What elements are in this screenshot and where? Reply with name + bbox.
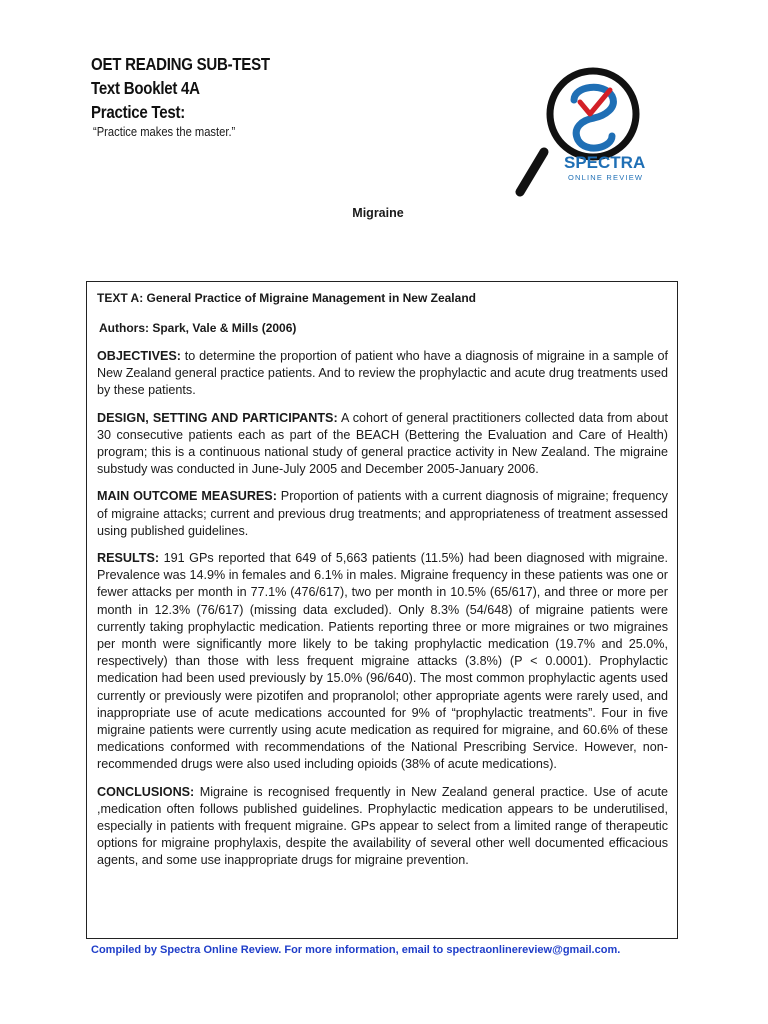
section-label: OBJECTIVES:: [97, 349, 181, 363]
section-label: MAIN OUTCOME MEASURES:: [97, 489, 277, 504]
logo-subtitle: ONLINE REVIEW: [568, 173, 644, 182]
section-label: RESULTS:: [97, 551, 160, 566]
section-label: DESIGN, SETTING AND PARTICIPANTS:: [97, 410, 338, 425]
section-label: CONCLUSIONS:: [97, 784, 195, 799]
text-a-authors: Authors: Spark, Vale & Mills (2006): [99, 321, 297, 335]
section-text: Migraine is recognised frequently in New Zealand general practice. Use of acute ,medication often follows published guidelines. Prophylactic medication appears to be underutilised, especially in patients with frequent migraine. GPs appear to select from a limited range of therapeutic options for migraine prophylaxis, despite the availability of several other well documented efficacious agents, and some use inappropriate drugs for migraine prevention.: [97, 784, 668, 868]
section-outcome-measures: [97, 488, 668, 540]
document-header: [91, 52, 299, 141]
spectra-logo: [508, 56, 664, 220]
text-a-box: [86, 281, 678, 939]
section-results: [97, 550, 668, 774]
header-tagline: “Practice makes the master.”: [93, 124, 236, 139]
text-a-title: TEXT A: General Practice of Migraine Management in New Zealand: [97, 291, 476, 305]
section-text: to determine the proportion of patient who have a diagnosis of migraine in a sample of New Zealand general practice patients. And to review the prophylactic and acute drug treatments used by these patients.: [97, 349, 668, 398]
header-practice-test: Practice Test:: [91, 102, 185, 122]
magnifier-handle: [520, 152, 544, 192]
section-design: [97, 410, 668, 479]
section-text: A cohort of general practitioners collected data from about 30 consecutive patients each as part of the BEACH (Bettering the Evaluation and Care of Health) program; this is a continuous national study of general practice activity in New Zealand. The migraine substudy was conducted in June-July 2005 and December 2005-January 2006.: [97, 410, 668, 477]
header-title: OET READING SUB-TEST: [91, 54, 270, 74]
section-text: 191 GPs reported that 649 of 5,663 patients (11.5%) had been diagnosed with migraine. Prevalence was 14.9% in females and 6.1% in males. Migraine frequency in these patients was one or fewer attacks per month in 77.1% (476/617), two per month in 10.5% (65/617), and three or more per month in 12.3% (76/617) (missing data excluded). Only 8.3% (54/648) of migraine patients were currently taking prophylactic medication. Patients reporting three or more migraines or two migraines per month were significantly more likely to be taking prophylactic medication (19.7% and 25.0%, respectively) than those with less frequent migraine attacks (3.8%) (P < 0.0001). Prophylactic medication had been used previously by 15.0% (96/640). The most common prophylactic agents used currently or previously were pizotifen and propranolol; other appropriate agents were rarely used, and inappropriate use of acute medications accounted for 9% of “prophylactic treatments”. Four in five migraine patients were currently using acute medication as required for migraine, and 60.6% of these medications conformed with recommendations of the National Prescribing Service. However, non-recommended drugs were also used including opioids (38% of acute medications).: [97, 551, 668, 772]
section-conclusions: [97, 784, 668, 870]
section-objectives: [97, 348, 668, 400]
header-booklet: Text Booklet 4A: [91, 78, 200, 98]
section-text: Proportion of patients with a current diagnosis of migraine; frequency of migraine attacks; current and previous drug treatments; and appropriateness of treatment assessed using published guidelines.: [97, 489, 668, 538]
page-title: Migraine: [352, 206, 404, 220]
footer-note: Compiled by Spectra Online Review. For more information, email to spectraonlinereview@gmail.com.: [91, 944, 621, 956]
logo-wordmark: SPECTRA: [564, 153, 646, 172]
